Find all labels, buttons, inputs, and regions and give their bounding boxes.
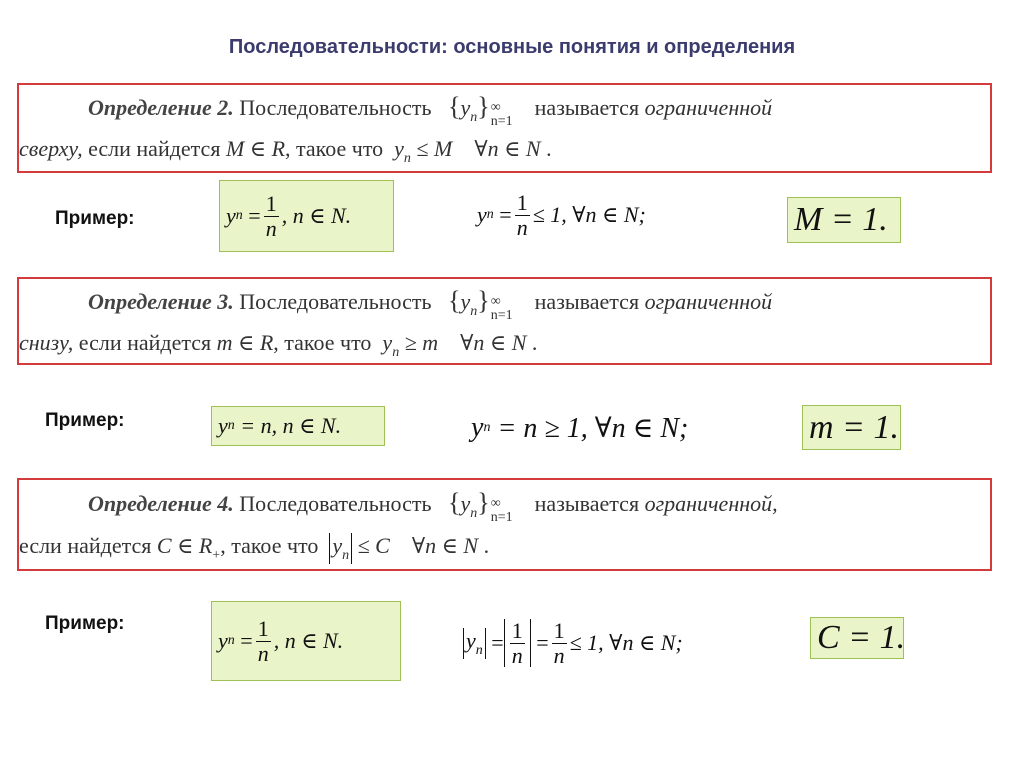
example-1-given: y n = $\frac{1}{n}$ , n ∈ N. <box>219 180 394 252</box>
example-2-result: m = 1. <box>802 405 901 450</box>
example-2-given: y n = n, n ∈ N. <box>211 406 385 446</box>
definition-2-label: Определение 2. <box>88 95 234 120</box>
example-3-work: $y_n$ = $\frac{1}{n}$ = $\frac{1}{n}$ ≤ 1, ∀n ∈ N; <box>463 605 683 681</box>
definition-4-line-1: Определение 4. Последовательность $\{y_n\}$ ∞ n=1 называется ограниченной, <box>88 488 778 525</box>
example-3-result: C = 1. <box>810 617 904 659</box>
definition-4-label: Определение 4. <box>88 491 234 516</box>
definition-3-line-1: Определение 3. Последовательность $\{y_n\}$ ∞ n=1 называется ограниченной <box>88 286 773 323</box>
example-2-label: Пример: <box>45 410 125 431</box>
example-1-result: M = 1. <box>787 197 901 243</box>
definition-3-line-2: снизу, если найдется m ∈ R, такое что $y_n \ge m$ ∀n ∈ N . <box>19 330 538 360</box>
definition-4-term: ограниченной, <box>644 491 778 516</box>
definition-2-term: ограниченной <box>644 95 773 120</box>
definition-3-label: Определение 3. <box>88 289 234 314</box>
page-title: Последовательности: основные понятия и определения <box>228 36 796 58</box>
definition-4-line-2: если найдется C ∈ $R_+$, такое что $y_n \le C$ ∀n ∈ N . <box>19 533 490 563</box>
definition-3-term: ограниченной <box>644 289 773 314</box>
example-3-given: y n = $\frac{1}{n}$ , n ∈ N. <box>211 601 401 681</box>
example-1-work: y n = $\frac{1}{n}$ ≤ 1, ∀n ∈ N; <box>477 190 646 240</box>
definition-2-line-1: Определение 2. Последовательность $\{y_n\}$ ∞ n=1 называется ограниченной <box>88 92 773 129</box>
example-2-work: y n = n ≥ 1, ∀n ∈ N; <box>471 412 689 444</box>
example-1-label: Пример: <box>55 208 135 229</box>
definition-2-line-2: сверху, если найдется M ∈ R, такое что $y_n \le M$ ∀n ∈ N . <box>19 136 552 166</box>
definition-2-text: Последовательность <box>239 95 432 120</box>
example-3-label: Пример: <box>45 613 125 634</box>
